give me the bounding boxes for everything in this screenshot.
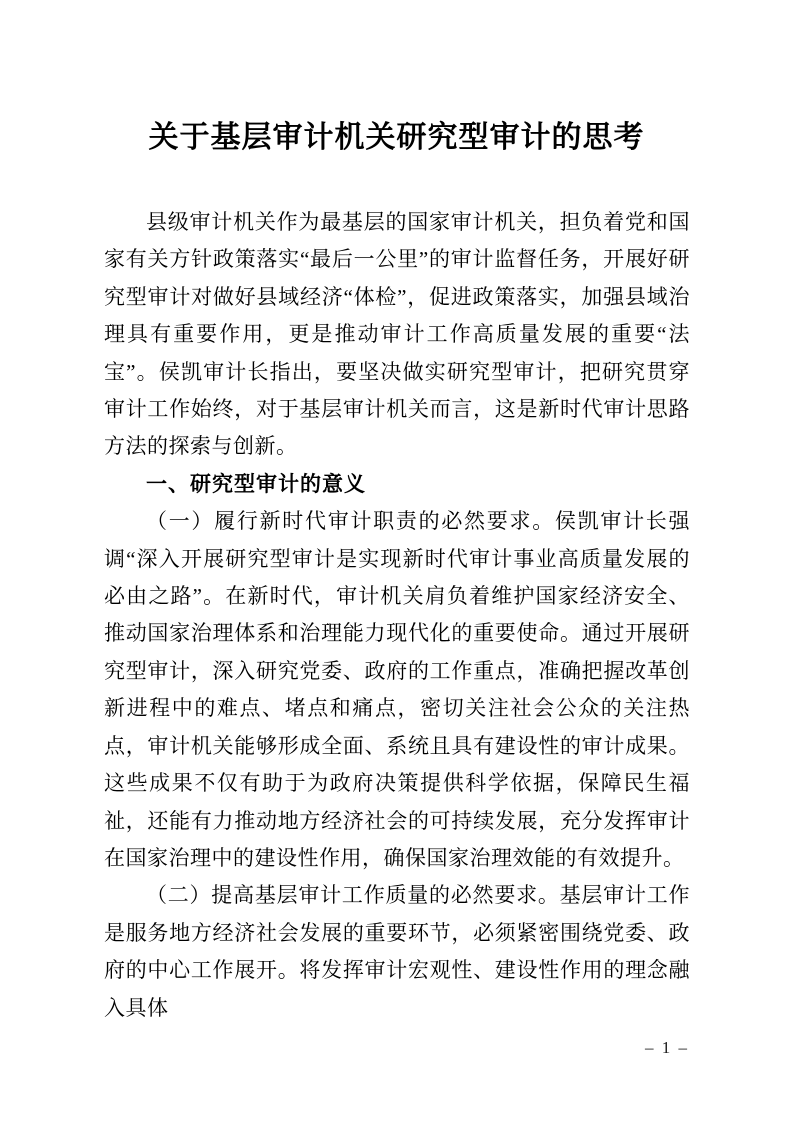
intro-paragraph: 县级审计机关作为最基层的国家审计机关，担负着党和国家有关方针政策落实“最后一公里”的审计监督任务，开展好研究型审计对做好县域经济“体检”，促进政策落实，加强县域治理具有重要作用，更是推动审计工作高质量发展的重要“法宝”。侯凯审计长指出，要坚决做实研究型审计，把研究贯穿审计工作始终，对于基层审计机关而言，这是新时代审计思路方法的探索与创新。 xyxy=(104,210,690,459)
document-title: 关于基层审计机关研究型审计的思考 xyxy=(148,121,645,154)
point-1-paragraph: （一）履行新时代审计职责的必然要求。侯凯审计长强调“深入开展研究型审计是实现新时代审计事业高质量发展的必由之路”。在新时代，审计机关肩负着维护国家经济安全、推动国家治理体系和治理能力现代化的重要使命。通过开展研究型审计，深入研究党委、政府的工作重点，准确把握改革创新进程中的难点、堵点和痛点，密切关注社会公众的关注热点，审计机关能够形成全面、系统且具有建设性的审计成果。这些成果不仅有助于为政府决策提供科学依据，保障民生福祉，还能有力推动地方经济社会的可持续发展，充分发挥审计在国家治理中的建设性作用，确保国家治理效能的有效提升。 xyxy=(104,509,690,870)
document-body xyxy=(104,204,690,1027)
page-number: – 1 – xyxy=(645,1038,689,1057)
point-2-paragraph: （二）提高基层审计工作质量的必然要求。基层审计工作是服务地方经济社会发展的重要环节，必须紧密围绕党委、政府的中心工作展开。将发挥审计宏观性、建设性作用的理念融入具体 xyxy=(104,883,690,1020)
section-1-heading: 一、研究型审计的意义 xyxy=(146,472,366,496)
